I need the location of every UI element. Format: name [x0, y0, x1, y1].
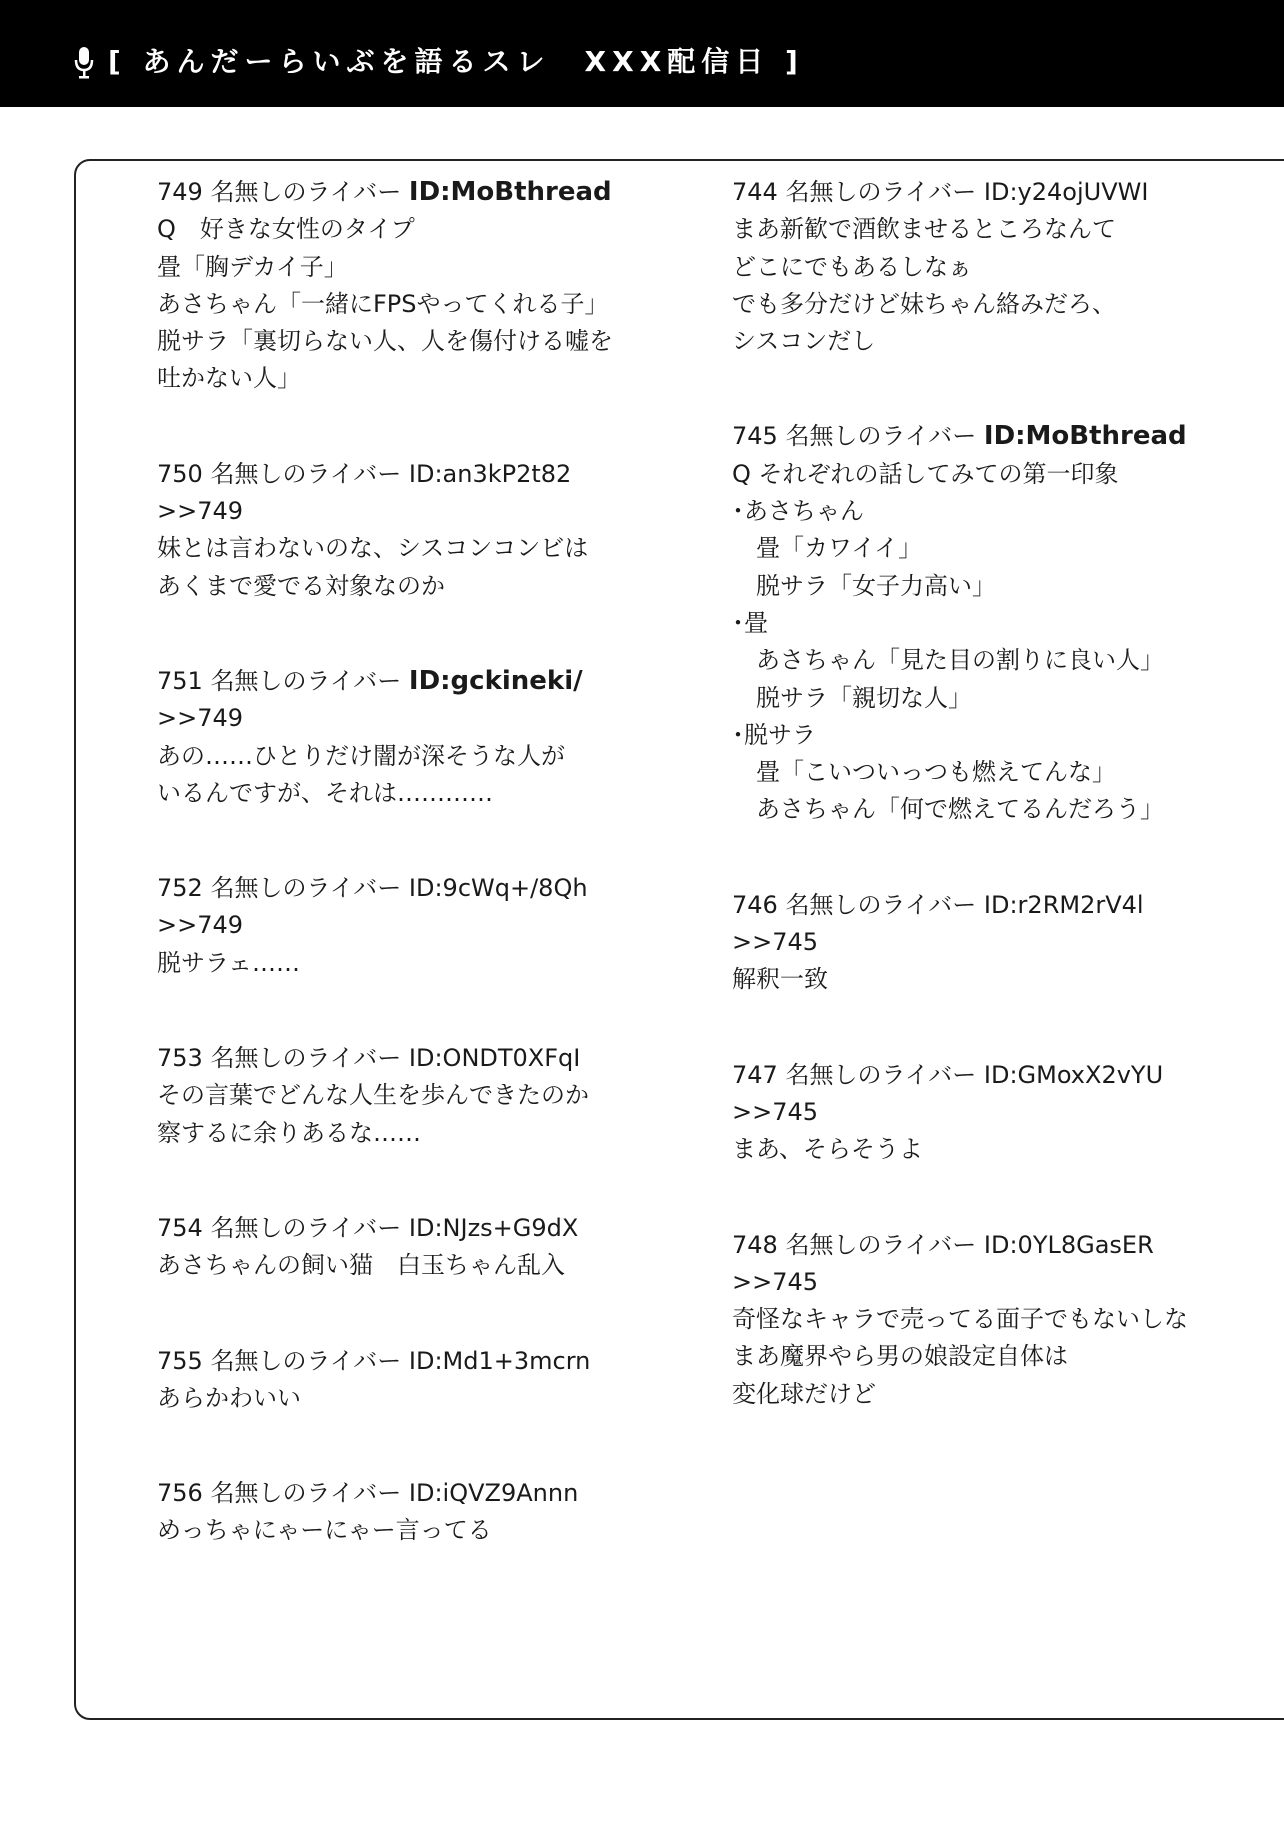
post-body-line: あさちゃん「何で燃えてるんだろう」 — [732, 795, 1164, 824]
post-body-line: あの……ひとりだけ闇が深そうな人が — [157, 741, 565, 770]
post — [732, 1057, 1192, 1169]
post — [157, 1040, 617, 1152]
post-header — [732, 174, 1192, 211]
post-body-line: 妹とは言わないのな、シスコンコンビは — [157, 534, 589, 563]
post-header — [157, 663, 617, 700]
post — [157, 1343, 617, 1418]
post-header — [157, 1210, 617, 1247]
post-body-line: 解釈一致 — [732, 965, 828, 994]
post-body-line: 畳「胸デカイ子」 — [157, 252, 348, 281]
poster-id: ID:y24ojUVWI — [983, 178, 1149, 206]
poster-id: ID:ONDT0XFqI — [408, 1044, 581, 1073]
post-body-line: Q それぞれの話してみての第一印象 — [732, 459, 1119, 488]
poster-name: 名無しのライバー — [785, 1060, 977, 1089]
right-column — [732, 174, 1192, 1471]
post-body-line: まあ新歓で酒飲ませるところなんて — [732, 215, 1116, 244]
post — [157, 1475, 617, 1550]
poster-name: 名無しのライバー — [210, 459, 402, 488]
poster-id: ID:Md1+3mcrn — [408, 1346, 591, 1375]
post-body-line: 変化球だけど — [732, 1379, 876, 1408]
poster-id: ID:MoBthread — [408, 177, 612, 207]
poster-id: ID:r2RM2rV4l — [983, 890, 1144, 919]
post — [157, 870, 617, 982]
left-column — [157, 174, 617, 1608]
post-body-line: 脱サラェ…… — [157, 948, 301, 977]
post-body-line: でも多分だけど妹ちゃん絡みだろ、 — [732, 289, 1116, 318]
post-body-line: シスコンだし — [732, 327, 876, 356]
post-number: 756 — [157, 1479, 203, 1508]
post-body-line: あくまで愛でる対象なのか — [157, 571, 445, 600]
reply-anchor[interactable]: >>745 — [732, 1267, 819, 1296]
poster-id: ID:MoBthread — [983, 421, 1187, 452]
post — [157, 456, 617, 605]
post-body-line: 畳「こいついっつも燃えてんな」 — [732, 758, 1116, 787]
post-number: 747 — [732, 1060, 778, 1089]
poster-id: ID:NJzs+G9dX — [408, 1213, 579, 1242]
post-header — [157, 456, 617, 493]
post-header — [732, 418, 1192, 455]
post-number: 750 — [157, 459, 203, 488]
post-body-line: 察するに余りあるな…… — [157, 1118, 421, 1147]
post-body-line: その言葉でどんな人生を歩んできたのか — [157, 1081, 589, 1110]
post-body-line: ･畳 — [732, 608, 768, 637]
post-body-line: いるんですが、それは………… — [157, 778, 493, 807]
post-header — [157, 1040, 617, 1077]
post-number: 755 — [157, 1346, 203, 1375]
post-body-line: 脱サラ「親切な人」 — [732, 683, 972, 712]
post — [157, 174, 617, 398]
poster-name: 名無しのライバー — [785, 422, 977, 451]
thread-title: [ あんだーらいぶを語るスレ XXX配信日 ] — [108, 45, 804, 78]
poster-name: 名無しのライバー — [210, 1213, 402, 1242]
post-body-line: ･脱サラ — [732, 720, 816, 749]
header-bar — [0, 0, 1284, 107]
post-header — [157, 870, 617, 907]
poster-name: 名無しのライバー — [785, 1230, 977, 1259]
post — [732, 174, 1192, 360]
post-body-line: どこにでもあるしなぁ — [732, 252, 972, 281]
reply-anchor[interactable]: >>749 — [157, 911, 244, 940]
poster-name: 名無しのライバー — [210, 666, 402, 695]
poster-id: ID:an3kP2t82 — [408, 459, 572, 488]
post-body-line: ･あさちゃん — [732, 497, 864, 526]
post-number: 749 — [157, 178, 203, 206]
post-body-line: 畳「カワイイ」 — [732, 534, 923, 563]
post-body-line: あさちゃん「見た目の割りに良い人」 — [732, 646, 1164, 675]
post-header — [157, 1475, 617, 1512]
post-header — [157, 174, 617, 211]
post-body-line: あらかわいい — [157, 1383, 301, 1412]
post-number: 746 — [732, 890, 778, 919]
post-body-line: まあ、そらそうよ — [732, 1135, 924, 1164]
post-body-line: 脱サラ「女子力高い」 — [732, 571, 996, 600]
post-body-line: 吐かない人」 — [157, 364, 301, 393]
post-number: 751 — [157, 666, 203, 695]
poster-name: 名無しのライバー — [210, 1346, 402, 1375]
poster-name: 名無しのライバー — [210, 1044, 402, 1073]
reply-anchor[interactable]: >>749 — [157, 704, 244, 733]
poster-name: 名無しのライバー — [210, 874, 402, 903]
poster-name: 名無しのライバー — [785, 890, 977, 919]
post — [157, 663, 617, 812]
post-number: 752 — [157, 874, 203, 903]
post-body-line: あさちゃん「一緒にFPSやってくれる子」 — [157, 289, 609, 318]
post-number: 753 — [157, 1044, 203, 1073]
post-body-line: 奇怪なキャラで売ってる面子でもないしな — [732, 1305, 1188, 1334]
post-body-line: 脱サラ「裏切らない人、人を傷付ける嘘を — [157, 327, 613, 356]
post-number: 748 — [732, 1230, 778, 1259]
poster-id: ID:9cWq+/8Qh — [408, 874, 588, 903]
poster-name: 名無しのライバー — [210, 1479, 402, 1508]
poster-id: ID:GMoxX2vYU — [983, 1060, 1164, 1089]
post-header — [732, 1227, 1192, 1264]
post-header — [157, 1343, 617, 1380]
post-body-line: あさちゃんの飼い猫 白玉ちゃん乱入 — [157, 1251, 565, 1280]
post — [157, 1210, 617, 1285]
microphone-icon — [74, 47, 94, 79]
post-body-line: まあ魔界やら男の娘設定自体は — [732, 1342, 1068, 1371]
post-number: 745 — [732, 422, 778, 451]
post-header — [732, 887, 1192, 924]
poster-id: ID:iQVZ9Annn — [408, 1479, 579, 1508]
post — [732, 418, 1192, 828]
reply-anchor[interactable]: >>745 — [732, 928, 819, 957]
reply-anchor[interactable]: >>745 — [732, 1097, 819, 1126]
post — [732, 887, 1192, 999]
poster-name: 名無しのライバー — [785, 178, 977, 206]
post-body-line: めっちゃにゃーにゃー言ってる — [157, 1516, 492, 1545]
post-body-line: Q 好きな女性のタイプ — [157, 215, 415, 244]
post — [732, 1227, 1192, 1413]
post-header — [732, 1057, 1192, 1094]
poster-id: ID:0YL8GasER — [983, 1230, 1154, 1259]
poster-name: 名無しのライバー — [210, 178, 402, 206]
reply-anchor[interactable]: >>749 — [157, 497, 244, 526]
post-number: 754 — [157, 1213, 203, 1242]
poster-id: ID:gckineki/ — [408, 665, 583, 696]
post-number: 744 — [732, 178, 778, 206]
